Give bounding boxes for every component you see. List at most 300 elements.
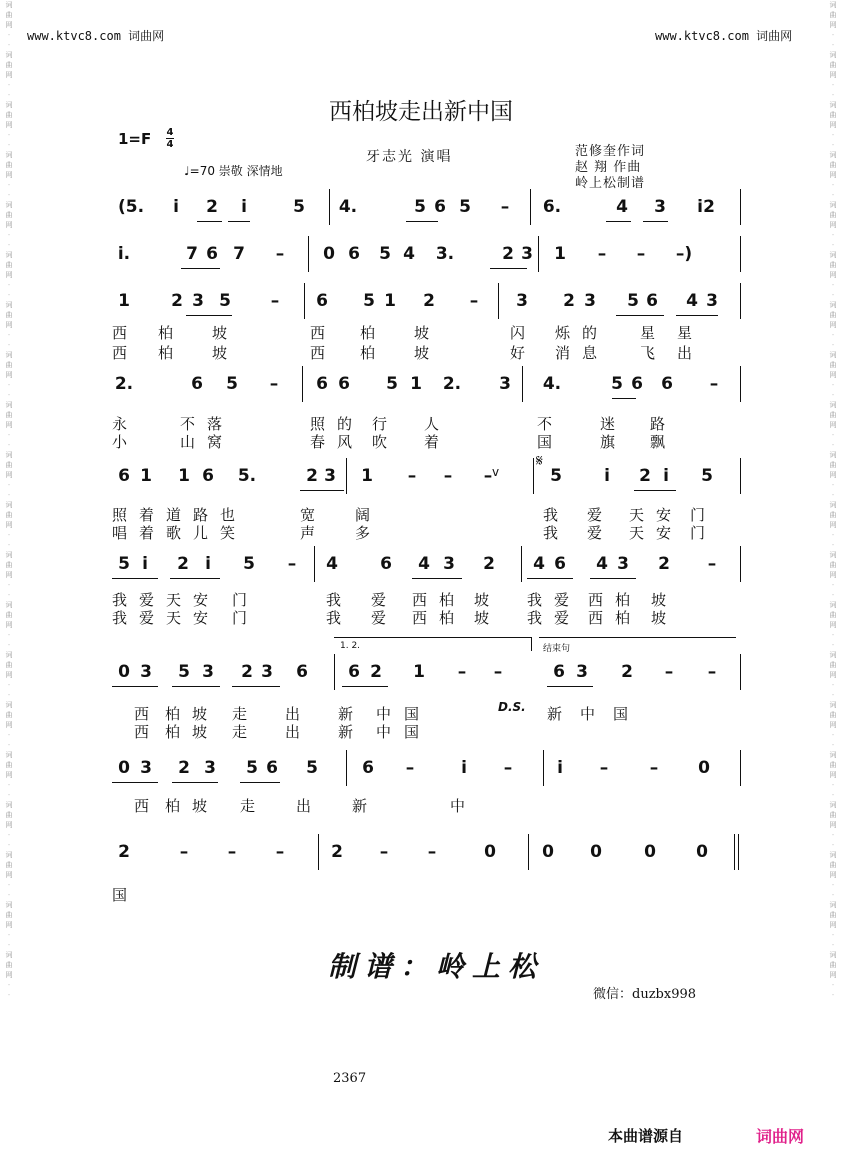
lyric-word: 出 [285,705,301,723]
barline [521,546,522,582]
note: – [179,842,189,862]
note: 1 [410,374,422,394]
note: i [241,197,247,217]
lyric-word: 人 [424,415,440,433]
note: – [636,244,646,264]
beam-underline [616,315,664,316]
lyric-word: 坡 [474,609,490,627]
note: – [709,374,719,394]
note: – [707,554,717,574]
lyric-word: 新 [547,705,563,723]
note: 3 [516,291,528,311]
note: 2 [563,291,575,311]
barline [304,283,305,319]
lyric-word: 我 [326,591,342,609]
note: 2 [241,662,253,682]
beam-underline [197,221,222,222]
note: 3 [521,244,533,264]
note: 4 [596,554,608,574]
note: – [275,244,285,264]
note: 0 [118,662,130,682]
note: i [557,758,563,778]
beam-underline [643,221,668,222]
note: 6 [362,758,374,778]
lyric-word: 星 [677,324,693,342]
note: 5 [627,291,639,311]
lyric-word: 西柏 [588,591,643,609]
barline [740,236,741,272]
note: – [407,466,417,486]
beam-underline [612,398,636,399]
beam-underline [112,782,158,783]
note: 6 [338,374,350,394]
note: i [205,554,211,574]
note: 3 [324,466,336,486]
barline [740,189,741,225]
beam-underline [490,268,527,269]
note: 5. [237,466,257,486]
note: – [443,466,453,486]
lyric-word: 坡 [651,591,667,609]
beam-underline [342,686,388,687]
lyric-word: 路 [650,415,666,433]
lyric-word: 柏坡 [165,797,220,815]
barline [498,283,499,319]
note: 2 [639,466,651,486]
lyric-word: 西 [310,324,326,342]
note: 2 [621,662,633,682]
tempo-marking: ♩=70 崇敬 深情地 [184,164,283,178]
note: 6 [348,662,360,682]
note: 6 [646,291,658,311]
note: 6 [118,466,130,486]
note: – [405,758,415,778]
beam-underline [181,268,220,269]
transcriber-credit: 岭上松制谱 [575,176,646,191]
note: 3 [584,291,596,311]
note: 4 [403,244,415,264]
lyric-word: 新 [338,705,354,723]
barline [538,236,539,272]
note: 5 [219,291,231,311]
lyric-word: 我 [543,506,559,524]
note: 0 [698,758,710,778]
volta-second-bracket [539,637,736,638]
barline [740,546,741,582]
note: 2 [658,554,670,574]
note: 6 [380,554,392,574]
segno-sign: 𝄋 [536,451,543,470]
note: 3 [192,291,204,311]
beam-underline [406,221,438,222]
lyric-word: 西柏 [412,609,467,627]
barline [530,189,531,225]
beam-underline [232,686,280,687]
barline [334,654,335,690]
note: i [142,554,148,574]
score-line-7 [0,662,842,752]
barline [308,236,309,272]
note: 5 [118,554,130,574]
lyric-word: 我爱天安 [112,591,221,609]
lyricist-credit: 范修奎作词 [575,144,646,159]
barline [533,458,534,494]
note: – [427,842,437,862]
lyric-word: 不落 [180,415,235,433]
note: 3 [654,197,666,217]
lyric-word: 宽 [300,506,316,524]
note: 6 [202,466,214,486]
wechat-contact: 微信：duzbx998 [593,987,697,1002]
note: 2 [171,291,183,311]
lyric-word: 飞 [640,344,656,362]
note: – [500,197,510,217]
lyric-word: 出 [296,797,312,815]
note: 2 [177,554,189,574]
note: 6 [631,374,643,394]
note: 4 [616,197,628,217]
lyric-word: 春风 [310,433,365,451]
lyric-word: 中 [580,705,596,723]
note: 5 [611,374,623,394]
beam-underline [634,490,676,491]
barline [740,366,741,402]
note: 2 [483,554,495,574]
note: 1 [413,662,425,682]
lyric-word: 柏 [360,324,376,342]
note: –) [675,244,693,264]
note: – [457,662,467,682]
note: 5 [701,466,713,486]
site-url-right[interactable]: www.ktvc8.com 词曲网 [655,29,793,43]
note: 4. [542,374,562,394]
note: 5 [243,554,255,574]
note: 6 [206,244,218,264]
lyric-word: 坡 [474,591,490,609]
lyric-word: 柏坡 [165,705,220,723]
lyric-word: 山窝 [180,433,235,451]
note: 0 [696,842,708,862]
barline [543,750,544,786]
note: 6 [191,374,203,394]
note: 2 [370,662,382,682]
page-number: 2367 [333,1071,367,1086]
note: – [227,842,237,862]
note: – [275,842,285,862]
beam-underline [412,578,462,579]
side-watermark-left: 词 曲 网 - - 词 曲 网 - - 词 曲 网 - - 词 曲 网 - - 词 曲 网 - - 词 曲 网 - - 词 曲 网 - - 词 曲 网 - - 词 曲 网 - - 词 曲 网 - - 词 曲 网 - - 词 曲 网 - - 词 曲 网 - - 词 曲 网 - - 词 曲 网 - - 词 曲 网 - - 词 曲 网 - - 词 曲 网 - - 词 曲 网 - - 词 曲 网 - - [5,1,13,999]
note: 1 [178,466,190,486]
barline [302,366,303,402]
lyric-word: 门 [690,506,706,524]
barline [528,834,529,870]
barline [738,834,739,870]
note: 2. [114,374,134,394]
note: 3 [202,662,214,682]
note: 5 [306,758,318,778]
lyric-word: 国 [112,886,128,904]
volta-first-label: 1. 2. [340,641,361,651]
lyric-word: 多 [355,524,371,542]
beam-underline [228,221,250,222]
note: 3 [706,291,718,311]
note: 1 [118,291,130,311]
lyric-word: 新 [352,797,368,815]
note: – [270,291,280,311]
lyric-word: 小 [112,433,128,451]
lyric-word: 行 [372,415,388,433]
barline [740,654,741,690]
lyric-word: 柏 [360,344,376,362]
note: 6 [266,758,278,778]
lyric-word: 消息 [555,344,610,362]
barline [740,458,741,494]
barline [522,366,523,402]
note: 1 [554,244,566,264]
lyric-word: 天安 [629,506,684,524]
volta-first-end [531,637,532,651]
barline [346,750,347,786]
singer-credit: 牙志光 演唱 [366,149,453,165]
note: 3 [617,554,629,574]
note: i [663,466,669,486]
note: 6. [542,197,562,217]
note: 6 [348,244,360,264]
note: – [707,662,717,682]
lyric-word: 西 [134,723,150,741]
note: 5 [178,662,190,682]
lyric-word: 西柏 [588,609,643,627]
note: 4. [338,197,358,217]
note: 3 [576,662,588,682]
note: – [599,758,609,778]
lyric-word: 中 [376,705,392,723]
side-watermark-right: 词 曲 网 - - 词 曲 网 - - 词 曲 网 - - 词 曲 网 - - 词 曲 网 - - 词 曲 网 - - 词 曲 网 - - 词 曲 网 - - 词 曲 网 - - 词 曲 网 - - 词 曲 网 - - 词 曲 网 - - 词 曲 网 - - 词 曲 网 - - 词 曲 网 - - 词 曲 网 - - 词 曲 网 - - 词 曲 网 - - 词 曲 网 - - 词 曲 网 - - [829,1,837,999]
note: 3 [261,662,273,682]
lyric-word: 国 [537,433,553,451]
note: 5 [226,374,238,394]
lyric-word: 永 [112,415,128,433]
barline [314,546,315,582]
note: i [173,197,179,217]
lyric-word: 飘 [650,433,666,451]
note: 3. [435,244,455,264]
lyric-word: 门 [232,609,248,627]
lyric-word: 国 [404,723,420,741]
lyric-word: 出 [285,723,301,741]
brand-logo[interactable]: 词曲网 [756,1127,805,1146]
note: i [697,197,703,217]
note: – [379,842,389,862]
source-label: 本曲谱源自 [608,1127,684,1145]
note: 0 [542,842,554,862]
note: 2 [331,842,343,862]
song-title: 西柏坡走出新中国 [329,99,513,125]
lyric-word: 西 [112,324,128,342]
note: 0 [590,842,602,862]
ds-marking: D.S. [498,700,526,714]
beam-underline [170,578,220,579]
note: 7 [233,244,245,264]
note: 2 [206,197,218,217]
lyric-word: 闪 [510,324,526,342]
note: – [597,244,607,264]
lyric-word: 照的 [310,415,365,433]
lyric-word: 走 [240,797,256,815]
barline [740,283,741,319]
note: 4 [326,554,338,574]
beam-underline [527,578,573,579]
beam-underline [112,686,158,687]
note: 6 [434,197,446,217]
note: – [469,291,479,311]
note: 2 [423,291,435,311]
note: 6 [316,374,328,394]
note: 1 [140,466,152,486]
note: 0 [484,842,496,862]
breath-mark: v [492,465,500,479]
beam-underline [186,315,232,316]
note: 5 [386,374,398,394]
lyric-word: 迷 [600,415,616,433]
note: i [604,466,610,486]
lyric-word: 我 [543,524,559,542]
lyric-word: 西 [134,705,150,723]
composer-credit: 赵 翔 作曲 [575,160,642,175]
lyric-word: 星 [640,324,656,342]
barline [318,834,319,870]
lyric-word: 好 [510,344,526,362]
lyric-word: 柏坡 [165,723,220,741]
note: 7 [186,244,198,264]
lyric-word: 坡 [212,324,228,342]
lyric-word: 照着道路也 [112,506,248,524]
lyric-word: 坡 [414,324,430,342]
note: – [664,662,674,682]
note: i [461,758,467,778]
note: 3 [140,662,152,682]
lyric-word: 中 [376,723,392,741]
lyric-word: 唱着歌儿笑 [112,524,248,542]
note: 3 [499,374,511,394]
lyric-word: 爱 [587,524,603,542]
beam-underline [676,315,718,316]
lyric-word: 走 [232,723,248,741]
note: 5 [414,197,426,217]
note: – [287,554,297,574]
lyric-word: 爱 [587,506,603,524]
note: 5 [363,291,375,311]
beam-underline [172,782,218,783]
note: i. [117,244,131,264]
lyric-word: 门 [690,524,706,542]
signature: 制谱：岭上松 [328,950,545,983]
beam-underline [240,782,280,783]
note: 1 [384,291,396,311]
note: 0 [644,842,656,862]
volta-first-bracket [334,637,531,638]
lyric-word: 坡 [651,609,667,627]
lyric-word: 西 [134,797,150,815]
lyric-word: 吹 [372,433,388,451]
lyric-word: 坡 [414,344,430,362]
note: – [269,374,279,394]
note: 5 [550,466,562,486]
lyric-word: 西 [112,344,128,362]
lyric-word: 中 [450,797,466,815]
note: 6 [553,662,565,682]
beam-underline [590,578,636,579]
note: 5 [293,197,305,217]
note: 2 [118,842,130,862]
time-signature: 4 4 [166,127,174,150]
lyric-word: 不 [537,415,553,433]
barline [740,750,741,786]
note: 2 [306,466,318,486]
beam-underline [300,490,344,491]
volta-second-label: 结束句 [543,644,571,654]
lyric-word: 坡 [212,344,228,362]
note: 6 [296,662,308,682]
barline [734,834,735,870]
beam-underline [547,686,593,687]
lyric-word: 爱 [371,591,387,609]
lyric-word: 声 [300,524,316,542]
lyric-word: 柏 [158,344,174,362]
note: 6 [316,291,328,311]
note: – [649,758,659,778]
note: 2. [442,374,462,394]
lyric-word: 新 [338,723,354,741]
note: – [493,662,503,682]
beam-underline [606,221,631,222]
lyric-word: 旗 [600,433,616,451]
note: 6 [661,374,673,394]
note: 3 [443,554,455,574]
note: 0 [323,244,335,264]
lyric-word: 我爱 [527,591,582,609]
lyric-word: 爱 [371,609,387,627]
note: 4 [418,554,430,574]
note: 5 [379,244,391,264]
beam-underline [172,686,220,687]
lyric-word: 我 [326,609,342,627]
lyric-word: 国 [613,705,629,723]
lyric-word: 门 [232,591,248,609]
score-line-8 [0,758,842,848]
lyric-word: 阔 [355,506,371,524]
key-signature: 1=F [118,130,152,148]
note: 5 [246,758,258,778]
barline [346,458,347,494]
note: 3 [204,758,216,778]
lyric-word: 国 [404,705,420,723]
lyric-word: 着 [424,433,440,451]
beam-underline [112,578,158,579]
note: 2 [178,758,190,778]
note: 0 [118,758,130,778]
site-url-left[interactable]: www.ktvc8.com 词曲网 [27,29,165,43]
lyric-word: 西 [310,344,326,362]
note: 6 [554,554,566,574]
note: 4 [533,554,545,574]
lyric-word: 烁的 [555,324,610,342]
lyric-word: 我爱 [527,609,582,627]
note: 2 [703,197,715,217]
note: 5 [459,197,471,217]
note: 1 [361,466,373,486]
lyric-word: 柏 [158,324,174,342]
